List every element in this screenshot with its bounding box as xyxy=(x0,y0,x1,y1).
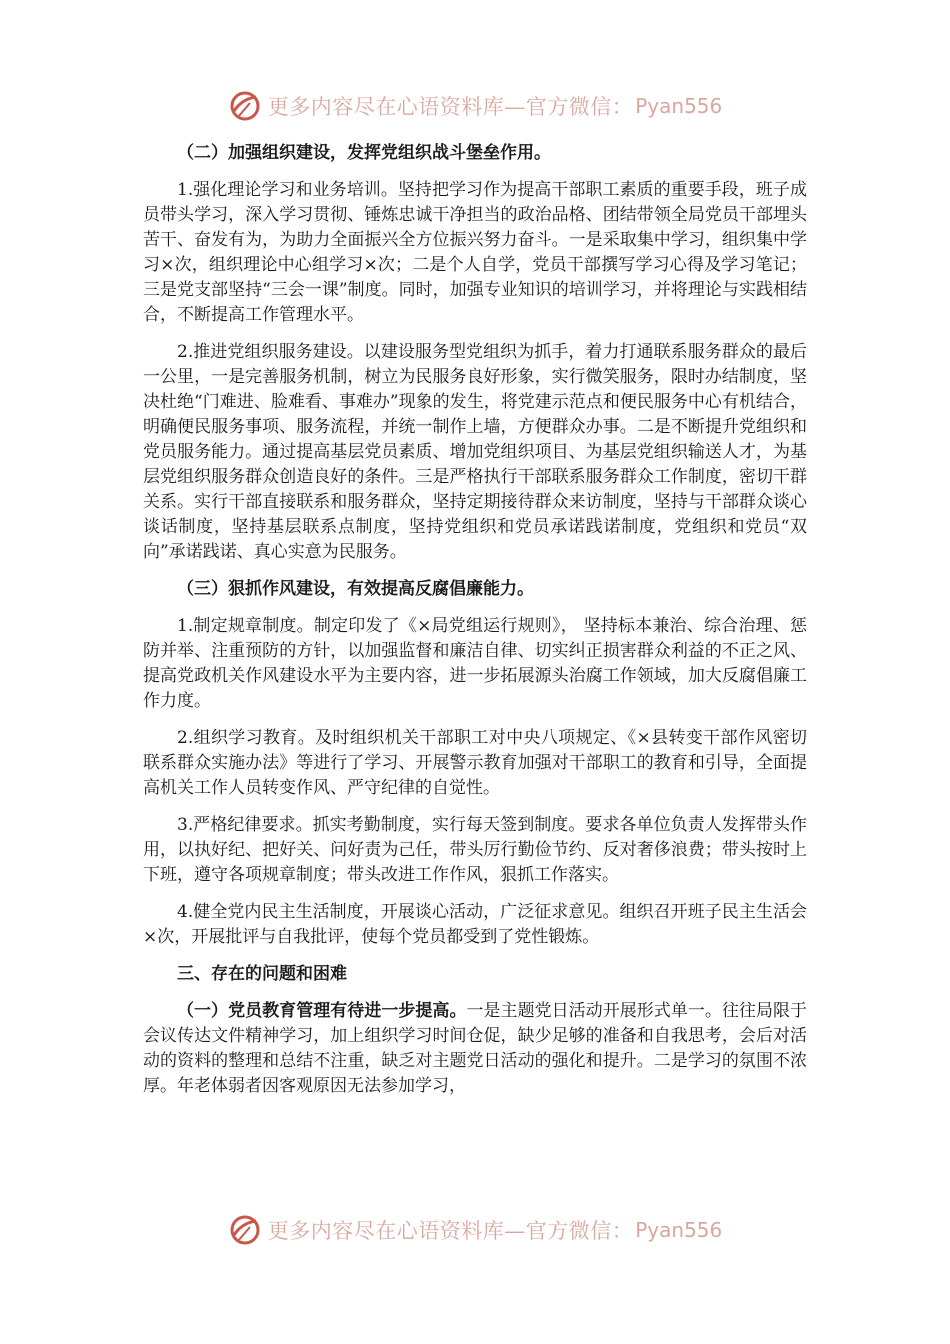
watermark-banner-top xyxy=(0,86,950,126)
logo-icon xyxy=(228,1213,262,1247)
paragraph-problem-1 xyxy=(143,999,807,1099)
watermark-text: 更多内容尽在心语资料库—官方微信： xyxy=(267,95,634,119)
logo-icon xyxy=(228,89,262,123)
section-heading-problems: 三、存在的问题和困难 xyxy=(177,964,347,984)
paragraph-2-2: 2.推进党组织服务建设。以建设服务型党组织为抓手，着力打通联系服务群众的最后一公里，一是完善服务机制，树立为民服务良好形象，实行微笑服务，限时办结制度，坚决杜绝“门难进、脸难看、事难办”现象的发生，将党建示范点和便民服务中心有机结合，明确便民服务事项、服务流程，并统一制作上墙，方便群众办事。二是不断提升党组织和党员服务能力。通过提高基层党员素质、增加党组织项目、为基层党组织输送人才，为基层党组织服务群众创造良好的条件。三是严格执行干部联系服务群众工作制度，密切干群关系。实行干部直接联系和服务群众，坚持定期接待群众来访制度，坚持与干部群众谈心谈话制度，坚持基层联系点制度，坚持党组织和党员承诺践诺制度，党组织和党员“双向”承诺践诺、真心实意为民服务。 xyxy=(143,342,807,562)
paragraph-2-1: 1.强化理论学习和业务培训。坚持把学习作为提高干部职工素质的重要手段，班子成员带头学习，深入学习贯彻、锤炼忠诚干净担当的政治品格、团结带领全局党员干部埋头苦干、奋发有为，为助力全面振兴全方位振兴努力奋斗。一是采取集中学习，组织集中学习×次，组织理论中心组学习×次；二是个人自学，党员干部撰写学习心得及学习笔记；三是党支部坚持“三会一课”制度。同时，加强专业知识的培训学习，并将理论与实践相结合，不断提高工作管理水平。 xyxy=(143,180,807,325)
watermark-text: 更多内容尽在心语资料库—官方微信： xyxy=(267,1219,634,1243)
watermark-id: Pyan556 xyxy=(635,94,723,118)
paragraph-3-4: 4.健全党内民主生活制度，开展谈心活动，广泛征求意见。组织召开班子民主生活会×次，开展批评与自我批评，使每个党员都受到了党性锻炼。 xyxy=(143,902,807,947)
watermark-banner-bottom xyxy=(0,1210,950,1250)
section-heading-2: （二）加强组织建设，发挥党组织战斗堡垒作用。 xyxy=(177,143,551,163)
document-body xyxy=(143,141,807,1099)
watermark-id: Pyan556 xyxy=(635,1218,723,1242)
paragraph-3-1: 1.制定规章制度。制定印发了《×局党组运行规则》， 坚持标本兼治、综合治理、惩防并举、注重预防的方针，以加强监督和廉洁自律、切实纠正损害群众利益的不正之风、提高党政机关作风建设水平为主要内容，进一步拓展源头治腐工作领域，加大反腐倡廉工作力度。 xyxy=(143,616,807,711)
paragraph-3-3: 3.严格纪律要求。抓实考勤制度，实行每天签到制度。要求各单位负责人发挥带头作用，以执好纪、把好关、问好责为己任，带头厉行勤俭节约、反对奢侈浪费；带头按时上下班，遵守各项规章制度；带头改进工作作风，狠抓工作落实。 xyxy=(143,815,807,885)
problem-lead: （一）党员教育管理有待进一步提高。 xyxy=(177,1001,467,1021)
problem-body: 一是主题党日活动开展形式单一。往往局限于会议传达文件精神学习，加上组织学习时间仓促，缺少足够的准备和自我思考，会后对活动的资料的整理和总结不注重，缺乏对主题党日活动的强化和提升。二是学习的氛围不浓厚。年老体弱者因客观原因无法参加学习， xyxy=(143,1001,808,1096)
paragraph-3-2: 2.组织学习教育。及时组织机关干部职工对中央八项规定、《×县转变干部作风密切联系群众实施办法》等进行了学习、开展警示教育加强对干部职工的教育和引导，全面提高机关工作人员转变作风、严守纪律的自觉性。 xyxy=(143,728,807,798)
section-heading-3: （三）狠抓作风建设，有效提高反腐倡廉能力。 xyxy=(177,579,534,599)
